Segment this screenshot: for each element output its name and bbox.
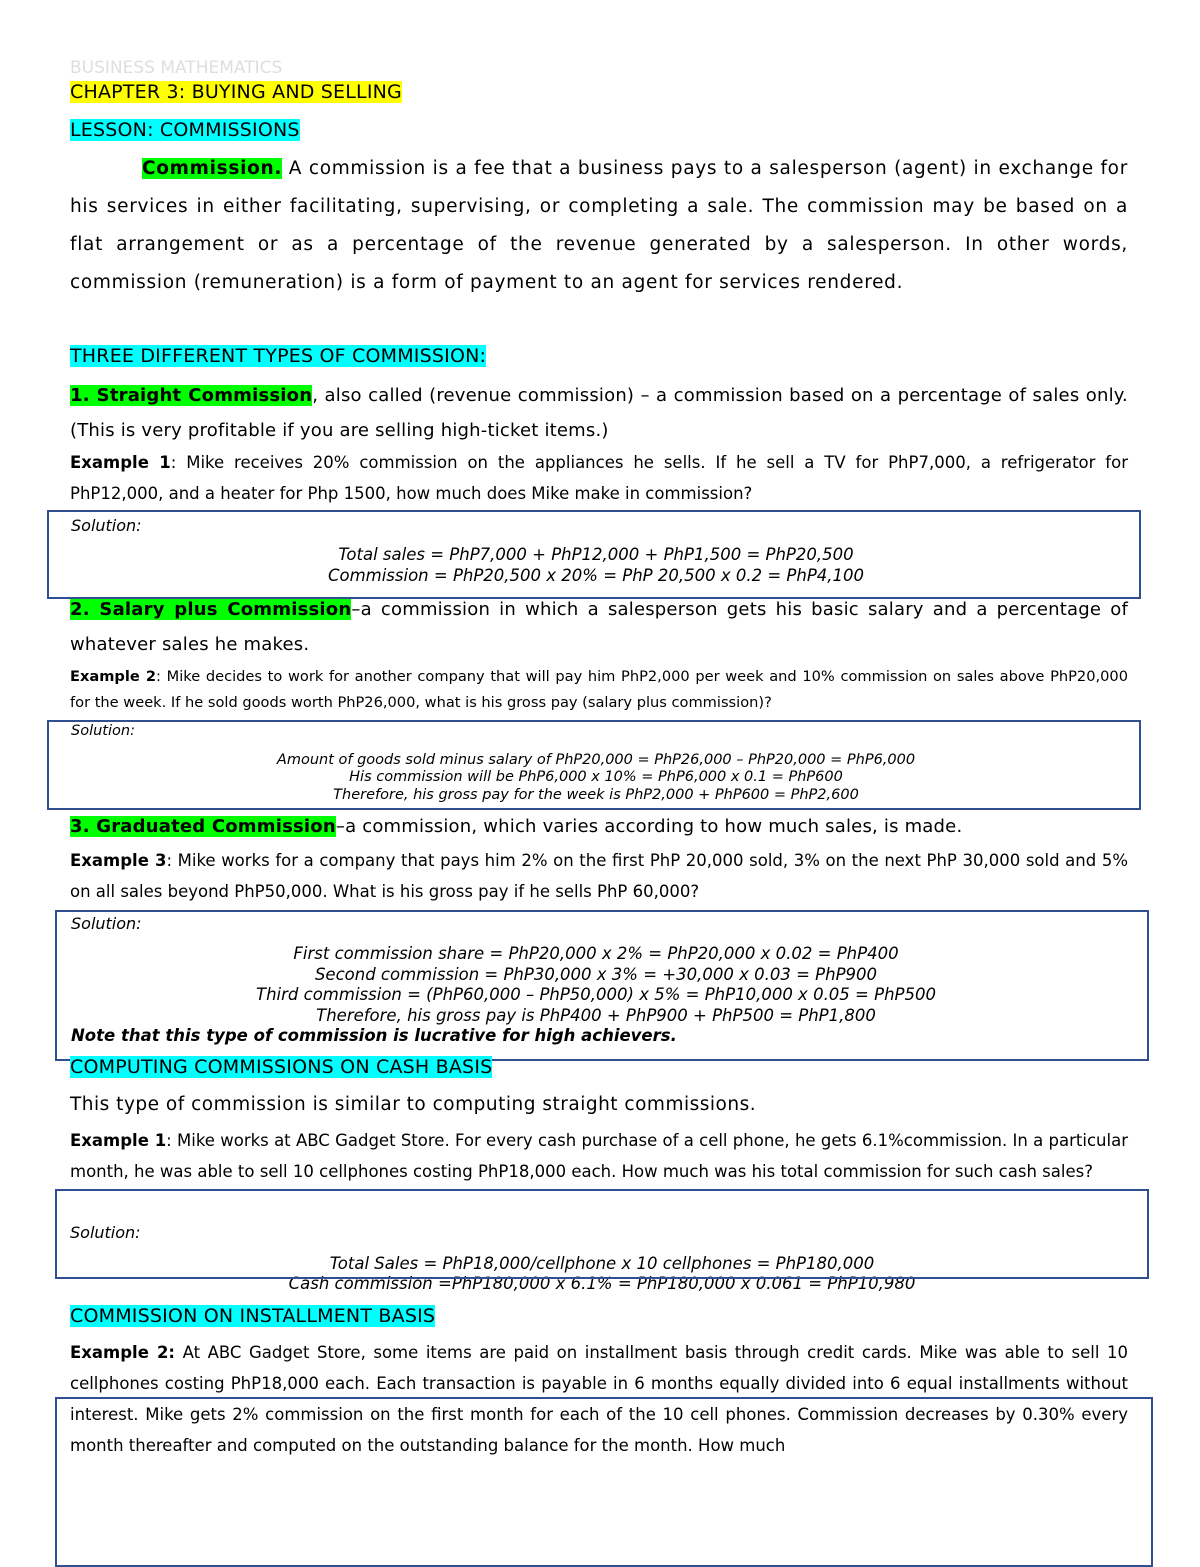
- straight-commission-term: 1. Straight Commission: [70, 385, 313, 406]
- graduated-example: [70, 845, 1128, 907]
- running-header: BUSINESS MATHEMATICS: [70, 58, 283, 78]
- salary-commission-paragraph: [70, 592, 1128, 662]
- straight-solution-line-2: Commission = PhP20,500 x 20% = PhP 20,500 x 0.2 = PhP4,100: [327, 566, 865, 585]
- commission-term: Commission.: [142, 158, 283, 179]
- cash-example: [70, 1125, 1128, 1187]
- installment-example-text: At ABC Gadget Store, some items are paid on installment basis through credit cards. Mike was able to sell 10 cellphones costing PhP18,000 each. Each transaction is payable in 6 months equally divided into 6 equal installments without interest. Mike gets 2% commission on the first month for each of the 10 cell phones. Commission decreases by 0.30% every month thereafter and computed on the outstanding balance for the month. How much: [70, 1343, 1128, 1455]
- salary-example: [70, 664, 1128, 716]
- cash-solution-line-1: Total Sales = PhP18,000/cellphone x 10 cellphones = PhP180,000: [329, 1254, 875, 1273]
- straight-example: [70, 447, 1128, 509]
- salary-solution-label: Solution:: [71, 723, 135, 739]
- types-heading-text: THREE DIFFERENT TYPES OF COMMISSION:: [70, 345, 487, 367]
- salary-solution-line-2: His commission will be PhP6,000 x 10% = PhP6,000 x 0.1 = PhP600: [349, 769, 843, 785]
- installment-heading: [70, 1305, 1128, 1327]
- graduated-commission-text: –a commission, which varies according to how much sales, is made.: [335, 816, 963, 837]
- graduated-solution-line-4: Therefore, his gross pay is PhP400 + PhP900 + PhP500 = PhP1,800: [316, 1006, 876, 1025]
- straight-solution-line-1: Total sales = PhP7,000 + PhP12,000 + PhP1,500 = PhP20,500: [338, 545, 854, 564]
- graduated-note: Note that this type of commission is lucrative for high achievers.: [71, 1026, 677, 1045]
- cash-solution-label: Solution:: [70, 1223, 141, 1242]
- chapter-heading: [70, 81, 1128, 103]
- installment-solution-box: [55, 1397, 1153, 1567]
- salary-solution-line-3: Therefore, his gross pay for the week is PhP2,000 + PhP600 = PhP2,600: [333, 787, 859, 803]
- straight-example-label: Example 1: [70, 453, 171, 472]
- intro-text: A commission is a fee that a business pays to a salesperson (agent) in exchange for his services in either facilitating, supervising, or completing a sale. The commission may be based on a flat arrangement or as a percentage of the revenue generated by a salesperson. In other words, commission (remuneration) is a form of payment to an agent for services rendered.: [70, 158, 1128, 293]
- types-heading: [70, 345, 1128, 367]
- graduated-commission-paragraph: [70, 809, 1128, 844]
- cash-basis-heading-text: COMPUTING COMMISSIONS ON CASH BASIS: [70, 1056, 493, 1078]
- straight-commission-text: , also called (revenue commission) – a commission based on a percentage of sales only. (This is very profitable if you are selling high-ticket items.): [70, 385, 1128, 441]
- cash-basis-intro: This type of commission is similar to computing straight commissions.: [70, 1094, 757, 1115]
- salary-commission-text: –a commission in which a salesperson gets his basic salary and a percentage of whatever sales he makes.: [70, 599, 1128, 655]
- graduated-solution-line-2: Second commission = PhP30,000 x 3% = +30,000 x 0.03 = PhP900: [314, 965, 878, 984]
- cash-example-label: Example 1: [70, 1131, 167, 1150]
- straight-example-text: : Mike receives 20% commission on the appliances he sells. If he sell a TV for PhP7,000, a refrigerator for PhP12,000, and a heater for Php 1500, how much does Mike make in commission?: [70, 453, 1128, 503]
- salary-commission-term: 2. Salary plus Commission: [70, 599, 352, 620]
- graduated-commission-term: 3. Graduated Commission: [70, 816, 336, 837]
- cash-solution-line-2: Cash commission =PhP180,000 x 6.1% = PhP180,000 x 0.061 = PhP10,980: [288, 1274, 916, 1293]
- installment-heading-text: COMMISSION ON INSTALLMENT BASIS: [70, 1305, 436, 1327]
- graduated-example-text: : Mike works for a company that pays him 2% on the first PhP 20,000 sold, 3% on the next PhP 30,000 sold and 5% on all sales beyond PhP50,000. What is his gross pay if he sells PhP 60,000?: [70, 851, 1128, 901]
- graduated-solution-line-1: First commission share = PhP20,000 x 2% = PhP20,000 x 0.02 = PhP400: [293, 944, 899, 963]
- cash-example-text: : Mike works at ABC Gadget Store. For every cash purchase of a cell phone, he gets 6.1%commission. In a particular month, he was able to sell 10 cellphones costing PhP18,000 each. How much was his total commission for such cash sales?: [70, 1131, 1128, 1181]
- salary-solution-box: [47, 720, 1141, 810]
- lesson-title: LESSON: COMMISSIONS: [70, 119, 300, 141]
- salary-solution-line-1: Amount of goods sold minus salary of PhP20,000 = PhP26,000 – PhP20,000 = PhP6,000: [276, 752, 916, 768]
- straight-commission-paragraph: [70, 378, 1128, 448]
- straight-solution-box: [47, 510, 1141, 599]
- installment-example-label: Example 2:: [70, 1343, 176, 1362]
- salary-example-label: Example 2: [70, 668, 157, 685]
- cash-basis-heading: [70, 1056, 1128, 1078]
- straight-solution-label: Solution:: [71, 516, 142, 535]
- graduated-solution-box: [55, 910, 1149, 1061]
- cash-solution-box: [55, 1189, 1149, 1279]
- lesson-heading: [70, 119, 1128, 141]
- chapter-title: CHAPTER 3: BUYING AND SELLING: [70, 81, 402, 103]
- salary-example-text: : Mike decides to work for another company that will pay him PhP2,000 per week and 10% commission on sales above PhP20,000 for the week. If he sold goods worth PhP26,000, what is his gross pay (salary plus commission)?: [70, 668, 1128, 711]
- graduated-solution-line-3: Third commission = (PhP60,000 – PhP50,000) x 5% = PhP10,000 x 0.05 = PhP500: [256, 985, 936, 1004]
- intro-paragraph: [70, 150, 1128, 302]
- graduated-solution-label: Solution:: [71, 914, 142, 933]
- graduated-example-label: Example 3: [70, 851, 167, 870]
